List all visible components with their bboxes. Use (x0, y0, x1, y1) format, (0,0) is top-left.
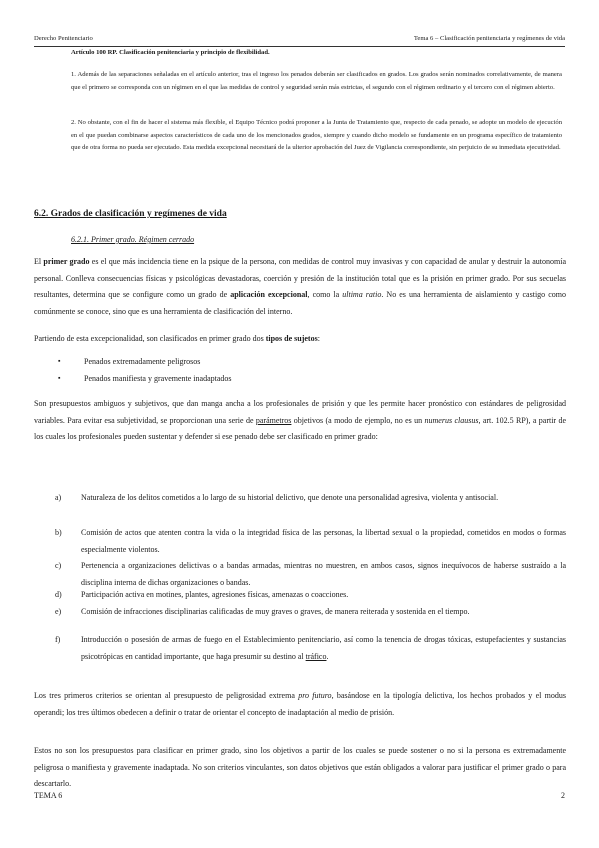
italic-term: pro futuro (298, 691, 332, 700)
underlined-term: parámetros (255, 415, 292, 425)
text-run: Son presupuestos ambiguos y subjetivos, que dan manga ancha a los profesionales de prisión y que les permite hacer pronóstico con estándares de peligrosidad variables. Para evitar esa subjetividad, se proporcionan una serie de (34, 399, 566, 425)
italic-term: numerus clausus (424, 415, 479, 425)
list-letter: a) (55, 493, 62, 502)
section-heading: 6.2. Grados de clasificación y regímenes de vida (34, 209, 227, 219)
square-bullet-icon: ▪ (58, 357, 61, 365)
running-header (34, 34, 565, 47)
bold-term: aplicación excepcional (230, 290, 308, 299)
bullet-text: Penados extremadamente peligrosos (84, 357, 201, 366)
article-title: Artículo 100 RP. Clasificación penitenciaria y principio de flexibilidad. (71, 49, 270, 56)
list-text: Introducción o posesión de armas de fuego en el Establecimiento penitenciario, así como la tenencia de drogas tóxicas, estupefacientes y sustancias psicotrópicas en cantidad importante, que haga presumir su destino al (81, 635, 566, 661)
header-left: Derecho Penitenciario (34, 35, 93, 42)
text-run: . No es una herramienta de aislamiento y castigo como comúnmente se conoce, sino que es una herramienta de clasificación del interno. (34, 290, 567, 316)
text-run: El (34, 257, 44, 266)
bullet-item (58, 353, 232, 370)
text-run: , basándose en la tipología delictiva, los hechos probados y el modus operandi; los tres últimos obedecen a definir o tratar de orientar el concepto de inadaptación al medio de prisión. (34, 691, 566, 717)
subsection-heading: 6.2.1. Primer grado. Régimen cerrado (71, 235, 195, 244)
list-item (55, 525, 566, 558)
header-right: Tema 6 – Clasificación penitenciaria y regímenes de vida (413, 35, 565, 42)
paragraph-primer-grado (34, 254, 566, 320)
italic-term: ultima ratio (342, 290, 382, 299)
text-run: : (317, 334, 320, 343)
article-quote (71, 47, 562, 60)
conclusion-text: Estos no son los presupuestos para clasificar en primer grado, sino los objetivos a partir de los cuales se puede sostener o no si la persona es extremadamente peligrosa o manifiesta y gravemente inadaptada. No son criterios vinculantes, son datos objetivos que están obligados a valorar para justificar el primer grado o para descartarlo. (34, 746, 566, 788)
list-letter: b) (55, 528, 62, 537)
bullet-text: Penados manifiesta y gravemente inadaptados (84, 374, 232, 383)
article-paragraph-1-block (71, 69, 562, 94)
text-run: objetivos (a modo de ejemplo, no es un (291, 415, 425, 425)
article-paragraph-2: 2. No obstante, con el fin de hacer el sistema más flexible, el Equipo Técnico podrá proponer a la Junta de Tratamiento que, respecto de cada penado, se adopte un modelo de ejecución en el que puedan combinarse aspectos característicos de cada uno de los mencionados grados, siempre y cuando dicho modelo se fundamente en un programa específico de tratamiento que de otra forma no pueda ser ejecutado. Esta medida excepcional necesitará de la ulterior aprobación del Juez de Vigilancia correspondiente, sin perjuicio de su inmediata ejecutividad. (71, 119, 562, 151)
article-paragraph-2-block (71, 117, 562, 155)
list-item (55, 632, 566, 665)
text-run: Los tres primeros criterios se orientan al presupuesto de peligrosidad extrema (34, 691, 299, 700)
footer-topic: TEMA 6 (34, 791, 63, 800)
list-text: Participación activa en motines, plantes, agresiones físicas, amenazas o coacciones. (81, 590, 349, 599)
text-run: es el que más incidencia tiene en la psique de la persona, con medidas de control muy invasivas y con capacidad de anular y destruir la autonomía personal. Conlleva consecuencias físicas y psicológicas devastadoras, coerción y presión de la institución total que es la prisión en primer grado. Por sus secuelas resultantes, determina que se configure como un grado de (34, 257, 567, 299)
text-run: , art. 102.5 RP), a partir de los cuales los profesionales pueden sustentar y defender si ese penado debe ser clasificado en primer grado: (34, 415, 567, 441)
list-item (55, 490, 566, 507)
list-letter: e) (55, 607, 62, 616)
bold-term: primer grado (43, 257, 90, 266)
paragraph-tipos-sujetos (34, 331, 566, 348)
list-text: Pertenencia a organizaciones delictivas o a bandas armadas, mientras no muestren, en ambos casos, signos inequívocos de haberse sustraído a la disciplina interna de dichas organizaciones o bandas. (81, 561, 566, 587)
list-text: Naturaleza de los delitos cometidos a lo largo de su historial delictivo, que denote una personalidad agresiva, violenta y antisocial. (81, 493, 499, 502)
paragraph-criterios (34, 688, 566, 721)
text-run: Partiendo de esta excepcionalidad, son clasificados en primer grado dos (34, 334, 266, 343)
list-text: Comisión de infracciones disciplinarias calificadas de muy graves o graves, de manera reiterada y sostenida en el tiempo. (81, 607, 470, 616)
page-number: 2 (561, 791, 565, 800)
text-run: , como la (307, 290, 343, 299)
article-paragraph-1: 1. Además de las separaciones señaladas en el artículo anterior, tras el ingreso los penados deberán ser clasificados en grados. Los grados serán nominados correlativamente, de manera que el primero se corresponda con un régimen en el que las medidas de control y seguridad serán más estrictas, el segundo con el régimen ordinario y el tercero con el régimen abierto. (71, 71, 562, 91)
list-text-end: . (326, 651, 329, 661)
list-letter: f) (55, 635, 61, 644)
bullet-list (58, 353, 232, 387)
list-item (55, 587, 566, 604)
list-letter: c) (55, 561, 62, 570)
bullet-item (58, 370, 232, 387)
list-text: Comisión de actos que atenten contra la vida o la integridad física de las personas, la libertad sexual o la propiedad, cometidos en modos o formas especialmente violentos. (81, 528, 566, 554)
list-letter: d) (55, 590, 62, 599)
paragraph-conclusion (34, 743, 566, 793)
bold-term: tipos de sujetos (265, 334, 318, 343)
underlined-term: tráfico (305, 651, 327, 661)
paragraph-presupuestos (34, 396, 566, 446)
list-item (55, 604, 566, 621)
square-bullet-icon: ▪ (58, 374, 61, 382)
